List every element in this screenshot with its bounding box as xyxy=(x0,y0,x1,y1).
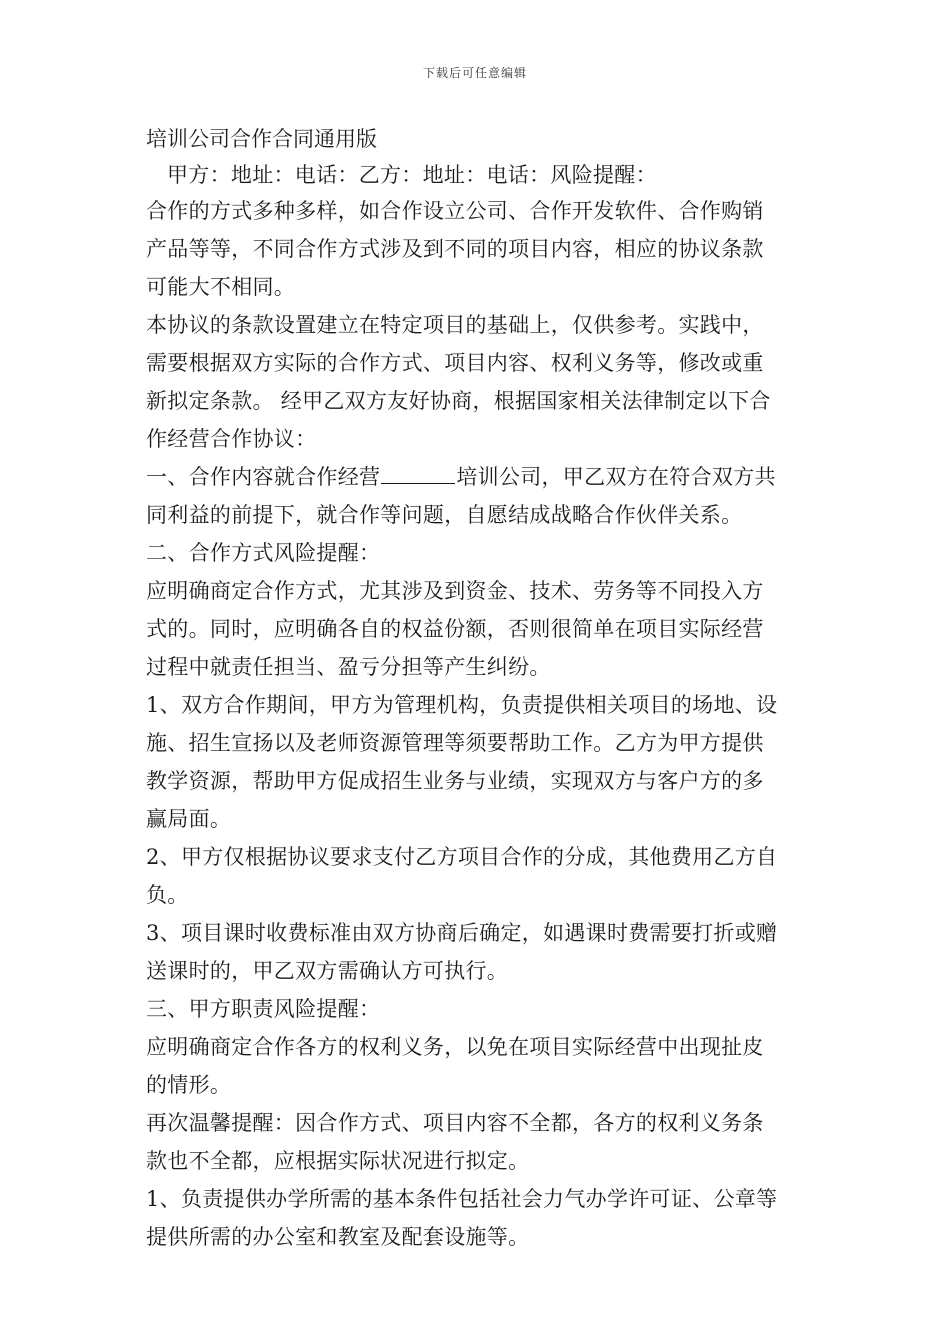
paragraph-line: 应明确商定合作各方的权利义务，以免在项目实际经营中出现扯皮 xyxy=(146,1035,764,1059)
paragraph-intro xyxy=(146,192,814,306)
blank-before-text: 一、合作内容就合作经营 xyxy=(146,465,381,489)
paragraph-rights-obligations xyxy=(146,1028,814,1104)
paragraph-line: 2、甲方仅根据协议要求支付乙方项目合作的分成，其他费用乙方自 xyxy=(146,845,778,869)
paragraph-line: 本协议的条款设置建立在特定项目的基础上，仅供参考。实践中， xyxy=(146,313,764,337)
paragraph-line-with-blank xyxy=(146,458,814,496)
paragraph-cooperation-method xyxy=(146,572,814,686)
paragraph-line: 产品等等，不同合作方式涉及到不同的项目内容，相应的协议条款 xyxy=(146,237,764,261)
section-3-heading xyxy=(146,990,814,1028)
paragraph-line: 送课时的，甲乙双方需确认方可执行。 xyxy=(146,959,509,983)
blank-after-text: 培训公司，甲乙双方在符合双方共 xyxy=(456,465,776,489)
header-note: 下载后可任意编辑 xyxy=(422,66,527,80)
paragraph-line: 1、负责提供办学所需的基本条件包括社会力气办学许可证、公章等 xyxy=(146,1187,778,1211)
paragraph-line: 新拟定条款。 经甲乙双方友好协商，根据国家相关法律制定以下合 xyxy=(146,389,771,413)
paragraph-line: 3、项目课时收费标准由双方协商后确定，如遇课时费需要打折或赠 xyxy=(146,921,778,945)
paragraph-line: 同利益的前提下，就合作等问题，自愿结成战略合作伙伴关系。 xyxy=(146,503,743,527)
document-title: 培训公司合作合同通用版 xyxy=(146,127,377,151)
paragraph-reference xyxy=(146,306,814,458)
section-heading: 二、合作方式风险提醒： xyxy=(146,541,381,565)
paragraph-reminder xyxy=(146,1104,814,1180)
paragraph-line: 应明确商定合作方式，尤其涉及到资金、技术、劳务等不同投入方 xyxy=(146,579,764,603)
paragraph-line: 施、招生宣扬以及老师资源管理等须要帮助工作。乙方为甲方提供 xyxy=(146,731,764,755)
paragraph-line: 再次温馨提醒：因合作方式、项目内容不全都，各方的权利义务条 xyxy=(146,1111,764,1135)
paragraph-line: 负。 xyxy=(146,883,189,907)
paragraph-line: 过程中就责任担当、盈亏分担等产生纠纷。 xyxy=(146,655,551,679)
clause-2-1 xyxy=(146,686,814,838)
section-2-heading xyxy=(146,534,814,572)
section-1-cooperation-content xyxy=(146,458,814,534)
paragraph-line: 教学资源，帮助甲方促成招生业务与业绩，实现双方与客户方的多 xyxy=(146,769,764,793)
section-heading: 三、甲方职责风险提醒： xyxy=(146,997,381,1021)
paragraph-line: 作经营合作协议： xyxy=(146,427,317,451)
clause-3-1 xyxy=(146,1180,814,1256)
paragraph-line: 款也不全都，应根据实际状况进行拟定。 xyxy=(146,1149,530,1173)
paragraph-line: 合作的方式多种多样，如合作设立公司、合作开发软件、合作购销 xyxy=(146,199,764,223)
paragraph-line: 的情形。 xyxy=(146,1073,232,1097)
paragraph-line: 提供所需的办公室和教室及配套设施等。 xyxy=(146,1225,530,1249)
clause-2-2 xyxy=(146,838,814,914)
paragraph-line: 需要根据双方实际的合作方式、项目内容、权利义务等，修改或重 xyxy=(146,351,764,375)
paragraph-list xyxy=(146,192,814,1256)
paragraph-line: 可能大不相同。 xyxy=(146,275,296,299)
parties-line: 甲方：地址：电话：乙方：地址：电话：风险提醒： xyxy=(167,163,657,187)
fill-in-blank xyxy=(381,465,455,484)
paragraph-line: 1、双方合作期间，甲方为管理机构，负责提供相关项目的场地、设 xyxy=(146,693,778,717)
document-body xyxy=(146,122,814,1256)
paragraph-line: 式的。同时，应明确各自的权益份额，否则很简单在项目实际经营 xyxy=(146,617,764,641)
paragraph-line: 赢局面。 xyxy=(146,807,232,831)
clause-2-3 xyxy=(146,914,814,990)
